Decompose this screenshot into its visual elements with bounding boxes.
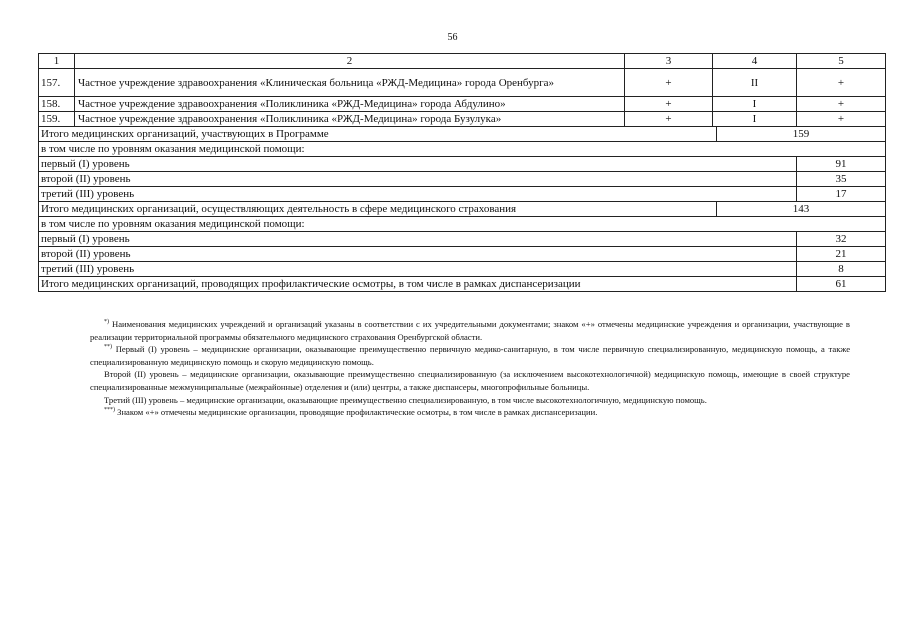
summary-value: 91 [797, 157, 886, 172]
footnotes [90, 318, 850, 419]
footnote-1 [90, 318, 850, 343]
summary-label: Итого медицинских организаций, осуществляющих деятельность в сфере медицинского страхования [39, 202, 717, 217]
table-body [39, 54, 886, 292]
summary-value: 61 [797, 277, 886, 292]
summary-row [39, 127, 886, 142]
summary-value: 21 [797, 247, 886, 262]
oms-mark: + [625, 69, 713, 97]
summary-value: 35 [797, 172, 886, 187]
summary-row [39, 202, 886, 217]
organization-name: Частное учреждение здравоохранения «Клиническая больница «РЖД-Медицина» города Оренбурга» [75, 69, 625, 97]
summary-label: первый (I) уровень [39, 157, 797, 172]
summary-row [39, 232, 886, 247]
summary-label: в том числе по уровням оказания медицинской помощи: [39, 217, 886, 232]
table-row [39, 97, 886, 112]
summary-label: третий (III) уровень [39, 262, 797, 277]
summary-label: второй (II) уровень [39, 172, 797, 187]
footnote-4 [90, 394, 850, 407]
summary-label: Итого медицинских организаций, участвующих в Программе [39, 127, 717, 142]
summary-label: в том числе по уровням оказания медицинской помощи: [39, 142, 886, 157]
summary-label: второй (II) уровень [39, 247, 797, 262]
footnote-3 [90, 368, 850, 393]
summary-label: Итого медицинских организаций, проводящих профилактические осмотры, в том числе в рамках диспансеризации [39, 277, 797, 292]
header-cell-1: 1 [39, 54, 75, 69]
footnote-5 [90, 406, 850, 419]
table-row [39, 69, 886, 97]
summary-value: 159 [717, 127, 886, 142]
summary-row [39, 157, 886, 172]
care-level: II [713, 69, 797, 97]
checkup-mark: + [797, 97, 886, 112]
summary-row [39, 277, 886, 292]
organization-name: Частное учреждение здравоохранения «Поликлиника «РЖД-Медицина» города Абдулино» [75, 97, 625, 112]
table-header-row [39, 54, 886, 69]
footnote-1-mark: *) [104, 319, 109, 326]
footnote-2-text: Первый (I) уровень – медицинские организации, оказывающие преимущественно первичную медико-санитарную, в том числе первичную специализированную, медицинскую помощь, а также специализированную медицинскую помощь и скорую медицинскую помощь. [90, 344, 851, 367]
page-number: 56 [447, 32, 458, 43]
footnote-1-text: Наименования медицинских учреждений и организаций указаны в соответствии с их учредительными документами; знаком «+» отмечены медицинские учреждения и организации, участвующие в реализации территориальной программы обязательного медицинского страхования Оренбургской области. [90, 319, 850, 342]
table-row [39, 112, 886, 127]
oms-mark: + [625, 97, 713, 112]
summary-value: 17 [797, 187, 886, 202]
summary-value: 143 [717, 202, 886, 217]
summary-label: первый (I) уровень [39, 232, 797, 247]
summary-row [39, 262, 886, 277]
row-number: 158. [39, 97, 75, 112]
care-level: I [713, 112, 797, 127]
summary-value: 8 [797, 262, 886, 277]
footnote-3-text: Второй (II) уровень – медицинские организации, оказывающие преимущественно специализированную (за исключением высокотехнологичной) медицинскую помощь, имеющие в своей структуре специализированные межмуниципальные (межрайонные) отделения и (или) центры, а также диспансеры, многопрофильные больницы. [90, 369, 850, 392]
organizations-table [38, 53, 886, 292]
oms-mark: + [625, 112, 713, 127]
footnote-4-text: Третий (III) уровень – медицинские организации, оказывающие преимущественно специализированную, в том числе высокотехнологичную, медицинскую помощь. [104, 394, 707, 405]
summary-value: 32 [797, 232, 886, 247]
summary-row [39, 187, 886, 202]
row-number: 157. [39, 69, 75, 97]
summary-row [39, 217, 886, 232]
footnote-2 [90, 343, 850, 368]
checkup-mark: + [797, 112, 886, 127]
footnote-5-text: Знаком «+» отмечены медицинские организации, проводящие профилактические осмотры, в том числе в рамках диспансеризации. [117, 407, 598, 418]
summary-row [39, 142, 886, 157]
summary-label: третий (III) уровень [39, 187, 797, 202]
checkup-mark: + [797, 69, 886, 97]
footnote-2-mark: **) [104, 344, 112, 351]
header-cell-5: 5 [797, 54, 886, 69]
organization-name: Частное учреждение здравоохранения «Поликлиника «РЖД-Медицина» города Бузулука» [75, 112, 625, 127]
summary-row [39, 247, 886, 262]
header-cell-2: 2 [75, 54, 625, 69]
row-number: 159. [39, 112, 75, 127]
footnote-5-mark: ***) [104, 407, 115, 414]
header-cell-4: 4 [713, 54, 797, 69]
summary-row [39, 172, 886, 187]
header-cell-3: 3 [625, 54, 713, 69]
care-level: I [713, 97, 797, 112]
